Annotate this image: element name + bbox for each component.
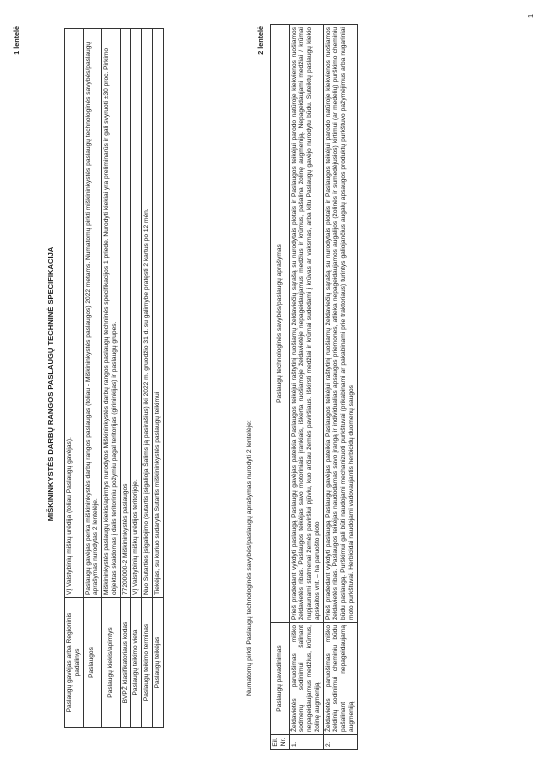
spec-value: VĮ Valstybinių miškų urėdijos teritorijoje. xyxy=(131,29,142,598)
spec-label: Paslaugos xyxy=(83,598,102,728)
spec-label: Paslaugų kiekis/apimtys xyxy=(102,598,121,728)
annex-2-label: 2 lentelė xyxy=(256,26,265,55)
spec-value: Nuo Sutarties įsigaliojimo (sutartis įsigalioja Šalims ją pasirašius) iki 2022 m. gruodžio 31 d. su galimybe pratęsti 2 kartus po 12 mėn. xyxy=(142,29,153,598)
service-description: Prieš pradedant vykdyti paslaugą Paslaugų gavėjas pateikia Paslaugos teikėjui raštytinį ruošiamų želdaviečių sąrašą su nurodytais plotais ir Paslaugos teikėjui parodo natūroje kiekvienos ruošiamos želdavietės ribas. Paslaugos teikėjas savo motoriniais įrankiais, iškerta ruošiamoje želdavietėje nepageidaujamus medžius ir krūmus, pašalina žolinę augmeniją. Nepageidaujami medžiai / krūmai nupjaunami statmenai žemės paviršiui pjūviu, kuo arčiau žemės paviršiaus. Iškirsti medžiai ir krūmai sudedami į krūvas ar vaksmas, arba kitu Paslaugų gavėjo nurodytu būdu. Suteiktų paslaugų kiekio apskaitos vnt. – ha paruošto ploto xyxy=(289,25,323,623)
spec-table xyxy=(64,28,164,728)
table-row xyxy=(83,29,102,728)
service-name: Želdavietės paruošimas miško želdinių sodinimui cheminiu būdu pašalinant nepageidaujamą augmeniją xyxy=(323,623,357,735)
spec-label: Paslaugų teikimo terminas xyxy=(142,598,153,728)
annex-1-label: 1 lentelė xyxy=(12,26,21,55)
spec-value: VĮ Valstybinių miškų urėdija (toliau Paslaugų gavėjas). xyxy=(65,29,84,598)
table-row xyxy=(102,29,121,728)
table-header-row xyxy=(271,25,290,750)
row-number: 2. xyxy=(323,735,357,750)
table-row xyxy=(142,29,153,728)
table-row xyxy=(131,29,142,728)
table-row xyxy=(323,25,357,750)
spec-value: Paslaugų gavėjas perka miškininkystės darbų rangos paslaugas (toliau - Miškininkystės paslaugos) 2022 metams. Numatomų pirkti miškininkystės paslaugų technologinės savybės/paslaugų aprašymas nurodytas 2 lentelėje. xyxy=(83,29,102,598)
service-description: Prieš pradedant vykdyti paslaugą Paslaugų gavėjas pateikia Paslaugos teikėjui raštytinį ruošiamų želdaviečių sąrašą su nurodytais plotais ir Paslaugos teikėjui parodo natūroje kiekvienos ruošiamos želdavietės ribas. Paslaugos teikėjas naudodamas savo įrangą ir individualias apsaugos priemones, atlieka nepageidaujamos augalijos (žolinės ir sumedėjusios) kirtimui (ar medelių) purškimo cheminiu būdu paslaugą. Purškimui gali būti naudojami mechanizuoti purkštuvai (prikabinami ar pakabinami prie traktoriaus) turintys galiojančius augalų apsaugos produktų purkštuvo pažymėjimus arba nugariniai moto purkštuvai. Herbicidai naudojami vadovaujantis herbicidų duomenų saugos xyxy=(323,25,357,623)
spec-label: Paslaugų teikėjas xyxy=(152,598,163,728)
spec-label: BVPŽ klasifikatoriaus kodas xyxy=(120,598,131,728)
service-name: Želdavietės paruošimas miško sodmenų sodinimui šalinant nepageidaujamus medžius, krūmus, žolinę augmeniją xyxy=(289,623,323,735)
column-header-desc: Paslaugų technologinės savybės/paslaugų aprašymas xyxy=(271,25,290,623)
spec-value: Tiekėjas, su kuriuo sudaryta Sutartis miškininkystės paslaugų teikimui xyxy=(152,29,163,598)
table-row xyxy=(65,29,84,728)
spec-value: 77200000-2 Miškininkystės paslaugos xyxy=(120,29,131,598)
tech-table xyxy=(270,24,358,750)
row-number: 1. xyxy=(289,735,323,750)
page-number: 1 xyxy=(528,14,535,18)
spec-label: Paslaugų teikimo vieta xyxy=(131,598,142,728)
spec-value: Miškininkystės paslaugų kiekis/apimtys nurodytos Miškininkystės darbų rangos paslaugų techninės specifikacijos 1 priede. Nurodyti kiekiai yra preliminarūs ir gali svyruoti ±30 proc. Pirkimo objektas skaidomas į dalis teritoriniu požymiu pagal teritorijas (girininkijas) ir paslaugų grupes. xyxy=(102,29,121,598)
column-header-name: Paslaugų pavadinimas xyxy=(271,623,290,735)
intro-text: Numatomų pirkti Paslaugų technologinės savybės/paslaugų aprašymas nurodyti 2 lentelėje: xyxy=(246,420,253,696)
table-row xyxy=(289,25,323,750)
spec-label: Paslaugų gavėjas arba Regioninis padalinys xyxy=(65,598,84,728)
table-row xyxy=(152,29,163,728)
document-title: MIŠKININKYSTĖS DARBŲ RANGOS PASLAUGŲ TECHNINĖ SPECIFIKACIJA xyxy=(46,246,55,522)
table-row xyxy=(120,29,131,728)
column-header-nr: Eil. Nr. xyxy=(271,735,290,750)
